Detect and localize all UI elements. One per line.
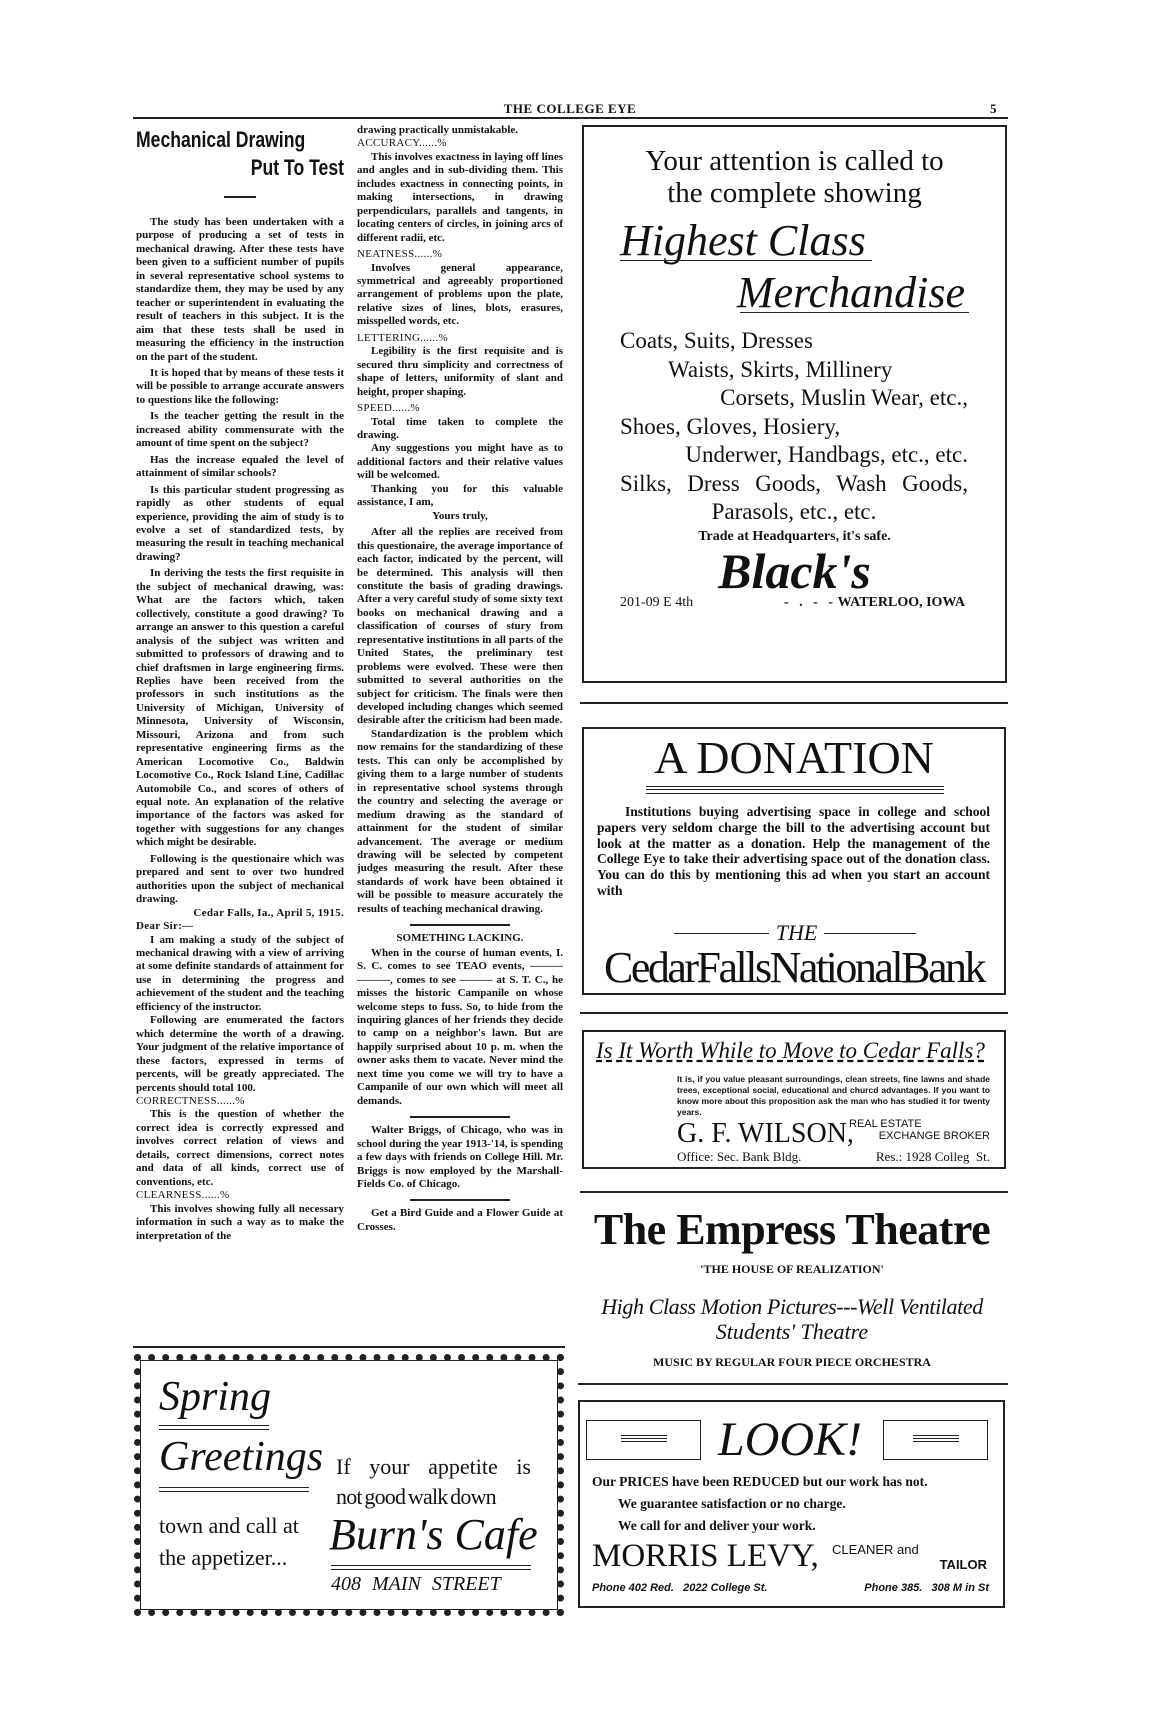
paragraph: Legibility is the first requisite and is secured thru simplicity and correctness of shape of letters, uniformity of slant and height, proper shaping.: [357, 345, 563, 398]
ad-separator: [580, 1191, 1008, 1193]
factor-label: CLEARNESS......%: [136, 1189, 230, 1202]
burns-right-2: not good walk down: [336, 1484, 496, 1509]
blacks-advertisement: [582, 125, 1007, 683]
empress-line-2: Students' Theatre: [715, 1319, 869, 1344]
intro-line: Your attention is called to: [645, 145, 944, 177]
masthead-title: THE COLLEGE EYE: [503, 101, 637, 116]
double-rule: [159, 1487, 309, 1492]
list-item: Shoes, Gloves, Hosiery,: [620, 413, 841, 439]
greetings-heading: Greetings: [159, 1434, 324, 1480]
paragraph: drawing practically unmistakable.: [357, 124, 519, 136]
store-name: Black's: [718, 543, 871, 599]
empress-line-1: High Class Motion Pictures---Well Ventilated: [601, 1294, 983, 1319]
decorative-box-left: [586, 1420, 701, 1460]
triple-rule: [646, 786, 944, 794]
spring-heading: Spring: [159, 1374, 272, 1420]
divider: [410, 924, 510, 926]
levy-line-1: Our PRICES have been REDUCED but our work has not.: [592, 1474, 928, 1489]
bank-name: CedarFallsNationalBank: [603, 943, 984, 992]
wilson-office: Office: Sec. Bank Bldg.: [677, 1149, 802, 1164]
paragraph: Any suggestions you might have as to additional factors and their relative values will be welcomed.: [357, 442, 563, 482]
levy-trade-2: TAILOR: [939, 1557, 987, 1572]
wilson-title-2: EXCHANGE BROKER: [878, 1130, 990, 1142]
ad-separator: [580, 1012, 1008, 1014]
article-title: [136, 126, 344, 182]
list-item: Waists, Skirts, Millinery: [668, 356, 893, 382]
paragraph: This involves showing fully all necessary information in such a way as to make the interpretation of the: [136, 1202, 344, 1242]
merchandise-heading: Merchandise: [736, 268, 965, 317]
intro-line: the complete showing: [667, 177, 922, 209]
donation-text: Institutions buying advertising space in college and school papers very seldom charge the bill to the advertising account but look at the matter as a donation. Help the management of the College Eye to take their advertising space out of the donation class. You can do this by mentioning this ad when you start an account with: [597, 804, 990, 898]
article-title-line-2: Put To Test: [250, 155, 344, 180]
article-column-2: [357, 124, 563, 1346]
burns-address: 408 MAIN STREET: [331, 1573, 501, 1595]
paragraph: This involves exactness in laying off lines and angles and in sub-dividing them. This includes exactness in connecting points, in making intersections, in drawing perpendiculars, parallels and tangents, in locating centers of circles, in joining arcs of different radii, etc.: [357, 150, 563, 244]
title-divider: [224, 196, 256, 198]
paragraph: Walter Briggs, of Chicago, who was in school during the year 1913-'14, is spending a few days with friends on College Hill. Mr. Briggs is now employed by the Marshall-Fields Co. of Chicago.: [357, 1124, 563, 1190]
wilson-name: G. F. WILSON,: [677, 1118, 854, 1149]
decorative-box-right: [883, 1420, 988, 1460]
levy-advertisement: [578, 1400, 1005, 1608]
paragraph: Total time taken to complete the drawing.: [357, 415, 563, 441]
column-bottom-rule: [133, 1346, 565, 1348]
address-dashes: - . - -: [784, 595, 833, 610]
donation-advertisement: [582, 727, 1006, 995]
levy-line-3: We call for and deliver your work.: [618, 1518, 816, 1533]
paragraph: After all the replies are received from this questionaire, the average importance of each factor, indicated by the percent, will be determined. This analysis will then constitute the basis of grading drawings. After a very careful study of some sixty text books on mechanical drawing and a classification of courses of stury from representative institutions in all parts of the United States, the preliminary test problems were evolved. These were then submitted to several authorities on the subject for criticism. The finals were then developed including changes which seemed desirable after the criticism had been made.: [357, 526, 563, 727]
levy-name: MORRIS LEVY,: [592, 1538, 819, 1574]
slogan: Trade at Headquarters, it's safe.: [698, 529, 891, 544]
the-line-right: [824, 933, 916, 934]
paragraph: Thanking you for this valuable assistance, I am,: [357, 482, 563, 509]
wilson-headline: Is It Worth While to Move to Cedar Falls?: [596, 1038, 985, 1063]
double-rule: [159, 1425, 269, 1430]
bank-the: THE: [775, 920, 818, 945]
divider: [410, 1199, 510, 1201]
levy-phone-2: Phone 385. 308 M in St: [864, 1582, 989, 1594]
wilson-text: It is, if you value pleasant surroundings, clean streets, fine lawns and shade trees, exceptional social, educational and churcd advantages. If you want to know more about this proposition ask the man who has studied it for twenty years.: [677, 1074, 990, 1117]
underline: [740, 312, 969, 313]
paragraph: It is hoped that by means of these tests it will be possible to arrange accurate answers to questions like the following:: [136, 366, 344, 406]
highest-class-heading: Highest Class: [620, 216, 866, 265]
empress-title: The Empress Theatre: [593, 1205, 991, 1254]
article-title-line-1: Mechanical Drawing: [136, 127, 306, 152]
burns-right-1: If your appetite is: [336, 1454, 531, 1479]
divider: [410, 1116, 510, 1118]
underline: [620, 260, 872, 261]
burns-left-2: the appetizer...: [159, 1545, 288, 1570]
wilson-residence: Res.: 1928 Colleg St.: [875, 1149, 990, 1164]
paragraph: This is the question of whether the correct idea is correctly expressed and involves correct relation of views and details, correct dimensions, correct notes and data of all kinds, correct use of conventions, etc.: [136, 1108, 344, 1188]
paragraph: Standardization is the problem which now remains for the standardizing of these tests. This can only be accomplished by giving them to a large number of students in representative school systems through the country and selecting the average or medium drawing as the standard of attainment for the student of similar advancement. The average or medium drawing will be selected by competent judges measuring the result. After these standards of work have been obtained it will be possible to measure accurately the results of teaching mechanical drawing.: [357, 727, 563, 915]
paragraph: Following is the questionaire which was prepared and sent to over two hundred authorities upon the subject of mechanical drawing.: [136, 852, 344, 906]
ad-intro: [584, 145, 1005, 209]
list-item: Parasols, etc., etc.: [711, 499, 877, 524]
closing: Yours truly,: [432, 509, 488, 522]
look-title: LOOK!: [717, 1413, 863, 1466]
factor-label: ACCURACY......%: [357, 137, 447, 150]
donation-title: A DONATION: [654, 732, 934, 783]
paragraph: Following are enumerated the factors which determine the worth of a drawing. Your judgment of the relative importance of these factors, expressed in terms of percents, will be greatly appreciated. The percents should total 100.: [136, 1014, 344, 1094]
paragraph: The study has been undertaken with a purpose of producing a set of tests in mechanical drawing. After these tests have been given to a sufficient number of pupils in several representative school systems to standardize them, they may be used by any teacher or superintendent in evaluating the result of teachers in this subject. It is the aim that these tests shall be used in measuring the efficiency in the instruction on the part of the student.: [136, 216, 344, 363]
paragraph: Has the increase equaled the level of attainment of similar schools?: [136, 453, 344, 480]
article-column-1: [136, 126, 344, 1274]
paragraph: I am making a study of the subject of mechanical drawing with a view of arriving at some definite standards of attainment for use in determining the progress and achievement of the student and the teaching efficiency of the instructor.: [136, 933, 344, 1013]
list-item: Underwer, Handbags, etc., etc.: [685, 442, 968, 467]
empress-tagline: 'THE HOUSE OF REALIZATION': [700, 1262, 884, 1276]
burns-cafe-name: Burn's Cafe: [329, 1510, 538, 1559]
the-line-left: [674, 933, 769, 934]
paragraph: Get a Bird Guide and a Flower Guide at Crosses.: [357, 1207, 563, 1233]
factor-label: SPEED......%: [357, 402, 420, 415]
paragraph: Is this particular student progressing as rapidly as other students of equal experience, providing the aim of study is to evolve a set of standardized tests, by measuring the result in teaching mechanical drawing?: [136, 483, 344, 563]
store-city: WATERLOO, IOWA: [837, 595, 965, 610]
page-number: 5: [990, 101, 997, 116]
levy-trade-1: CLEANER and: [832, 1542, 919, 1557]
burns-left-1: town and call at: [159, 1513, 299, 1538]
dateline: Cedar Falls, Ia., April 5, 1915.: [193, 906, 344, 919]
ad-separator: [580, 702, 1008, 704]
store-address: 201-09 E 4th: [620, 595, 694, 610]
levy-phone-1: Phone 402 Red. 2022 College St.: [592, 1582, 768, 1594]
double-rule: [331, 1565, 531, 1570]
factor-label: LETTERING......%: [357, 331, 448, 344]
paragraph: In deriving the tests the first requisite in the subject of mechanical drawing, was: What are the factors which, taken collectively, constitute a good drawing? To arrange an answer to this question a careful analysis of the subject was written and submitted to professors of drawing and to chief draftsmen in large engineering firms. Replies have been received from the professors in such institutions as the University of Michigan, University of Minnesota, University of Wisconsin, Missouri, Arizona and from such representative engineering firms as the American Locomotive Co., Baldwin Locomotive Co., Rock Island Line, Cadillac Automobile Co., and scores of others of equal note. An explanation of the relative importance of the factors was asked for together with suggestions for any changes which might be desirable.: [136, 567, 344, 849]
header-rule: [133, 117, 1008, 119]
wilson-advertisement: [582, 1030, 1006, 1169]
salutation: Dear Sir:—: [136, 920, 194, 933]
ad-separator: [578, 1383, 1008, 1385]
list-item: Silks, Dress Goods, Wash Goods,: [620, 470, 968, 496]
paragraph: When in the course of human events, I. S. C. comes to see TEAO events, ——— ———, comes to see ——— at S. T. C., he misses the historic Campanile on whose welcome steps to fuss. So, to hide from the inquiring glances of her friends they decide to camp on a neighbor's lawn. But are happily surprised about 10 p. m. when the owner asks them to vacate. Never mind the next time you come we will try to have a Campanile of our own which will meet all demands.: [357, 946, 563, 1107]
list-item: Coats, Suits, Dresses: [620, 328, 813, 353]
wilson-title-1: REAL ESTATE: [849, 1118, 922, 1130]
empress-music: MUSIC BY REGULAR FOUR PIECE ORCHESTRA: [653, 1355, 931, 1369]
paragraph: Is the teacher getting the result in the increased ability commensurate with the amount of time spent on the subject?: [136, 410, 344, 450]
factor-label: CORRECTNESS......%: [136, 1095, 245, 1107]
paragraph: Involves general appearance, symmetrical and agreeably proportioned arrangement of problems upon the plate, relative sizes of lines, blots, erasures, misspelled words, etc.: [357, 261, 563, 328]
section-heading: SOMETHING LACKING.: [396, 932, 524, 945]
levy-line-2: We guarantee satisfaction or no charge.: [618, 1496, 846, 1511]
factor-label: NEATNESS......%: [357, 248, 443, 261]
merchandise-list: [620, 327, 968, 527]
list-item: Corsets, Muslin Wear, etc.,: [720, 385, 968, 410]
burns-cafe-advertisement: [134, 1354, 564, 1616]
